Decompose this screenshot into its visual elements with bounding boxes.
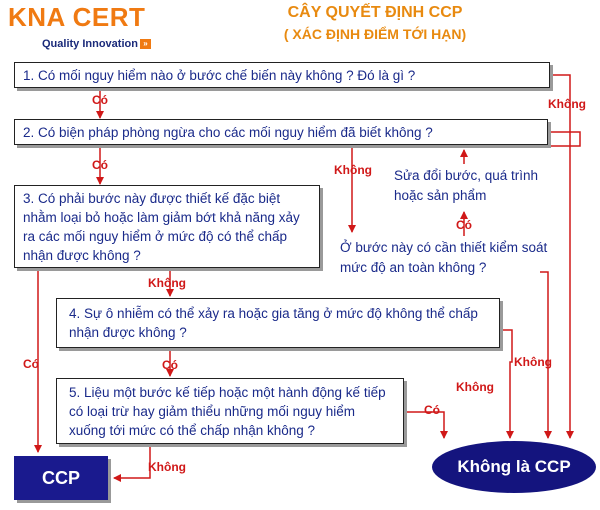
diagram-subtitle: ( XÁC ĐỊNH ĐIỂM TỚI HẠN) (283, 26, 467, 42)
diagram-title: CÂY QUYẾT ĐỊNH CCP (287, 4, 463, 21)
label-q4-no: Không (456, 380, 494, 394)
logo-tagline: Quality Innovation » (42, 38, 151, 50)
note-control: Ở bước này có cần thiết kiểm soát mức độ an toàn không ? (340, 240, 548, 275)
arrow-q1-not-ccp (550, 75, 570, 438)
note-modify: Sửa đổi bước, quá trình hoặc sản phẩm (394, 168, 539, 203)
question-5: 5. Liệu một bước kế tiếp hoặc một hành động kế tiếp có loại trừ hay giảm thiểu những mối nguy hiểm xuống tới mức có thể chấp nhận không ? (56, 378, 404, 444)
label-q2-yes: Có (92, 158, 108, 172)
label-q3-no: Không (148, 276, 186, 290)
label-q1-no: Không (548, 97, 586, 111)
label-q2-no: Không (334, 163, 372, 177)
label-q5-no: Không (148, 460, 186, 474)
label-q3-yes: Có (23, 357, 39, 371)
result-not-ccp: Không là CCP (432, 441, 596, 493)
question-1: 1. Có mối nguy hiểm nào ở bước chế biến này không ? Đó là gì ? (14, 62, 550, 88)
arrow-q4-not-ccp (500, 330, 512, 438)
question-4: 4. Sự ô nhiễm có thể xảy ra hoặc gia tăng ở mức độ không thể chấp nhận được không ? (56, 298, 500, 348)
label-q4-yes: Có (162, 358, 178, 372)
label-control-no: Không (514, 355, 552, 369)
question-2: 2. Có biện pháp phòng ngừa cho các mối nguy hiểm đã biết không ? (14, 119, 548, 145)
label-q1-yes: Có (92, 93, 108, 107)
arrow-q5-ccp (114, 444, 150, 478)
label-control-yes: Có (456, 218, 472, 232)
logo-arrow-icon: » (140, 39, 151, 49)
question-3: 3. Có phải bước này được thiết kế đặc biệt nhằm loại bỏ hoặc làm giảm bớt khả năng xảy ra các mối nguy hiểm ở mức độ có thể chấp nhận được không ? (14, 185, 320, 268)
result-ccp: CCP (14, 456, 108, 500)
label-q5-yes: Có (424, 403, 440, 417)
logo: KNA CERT (8, 2, 146, 32)
